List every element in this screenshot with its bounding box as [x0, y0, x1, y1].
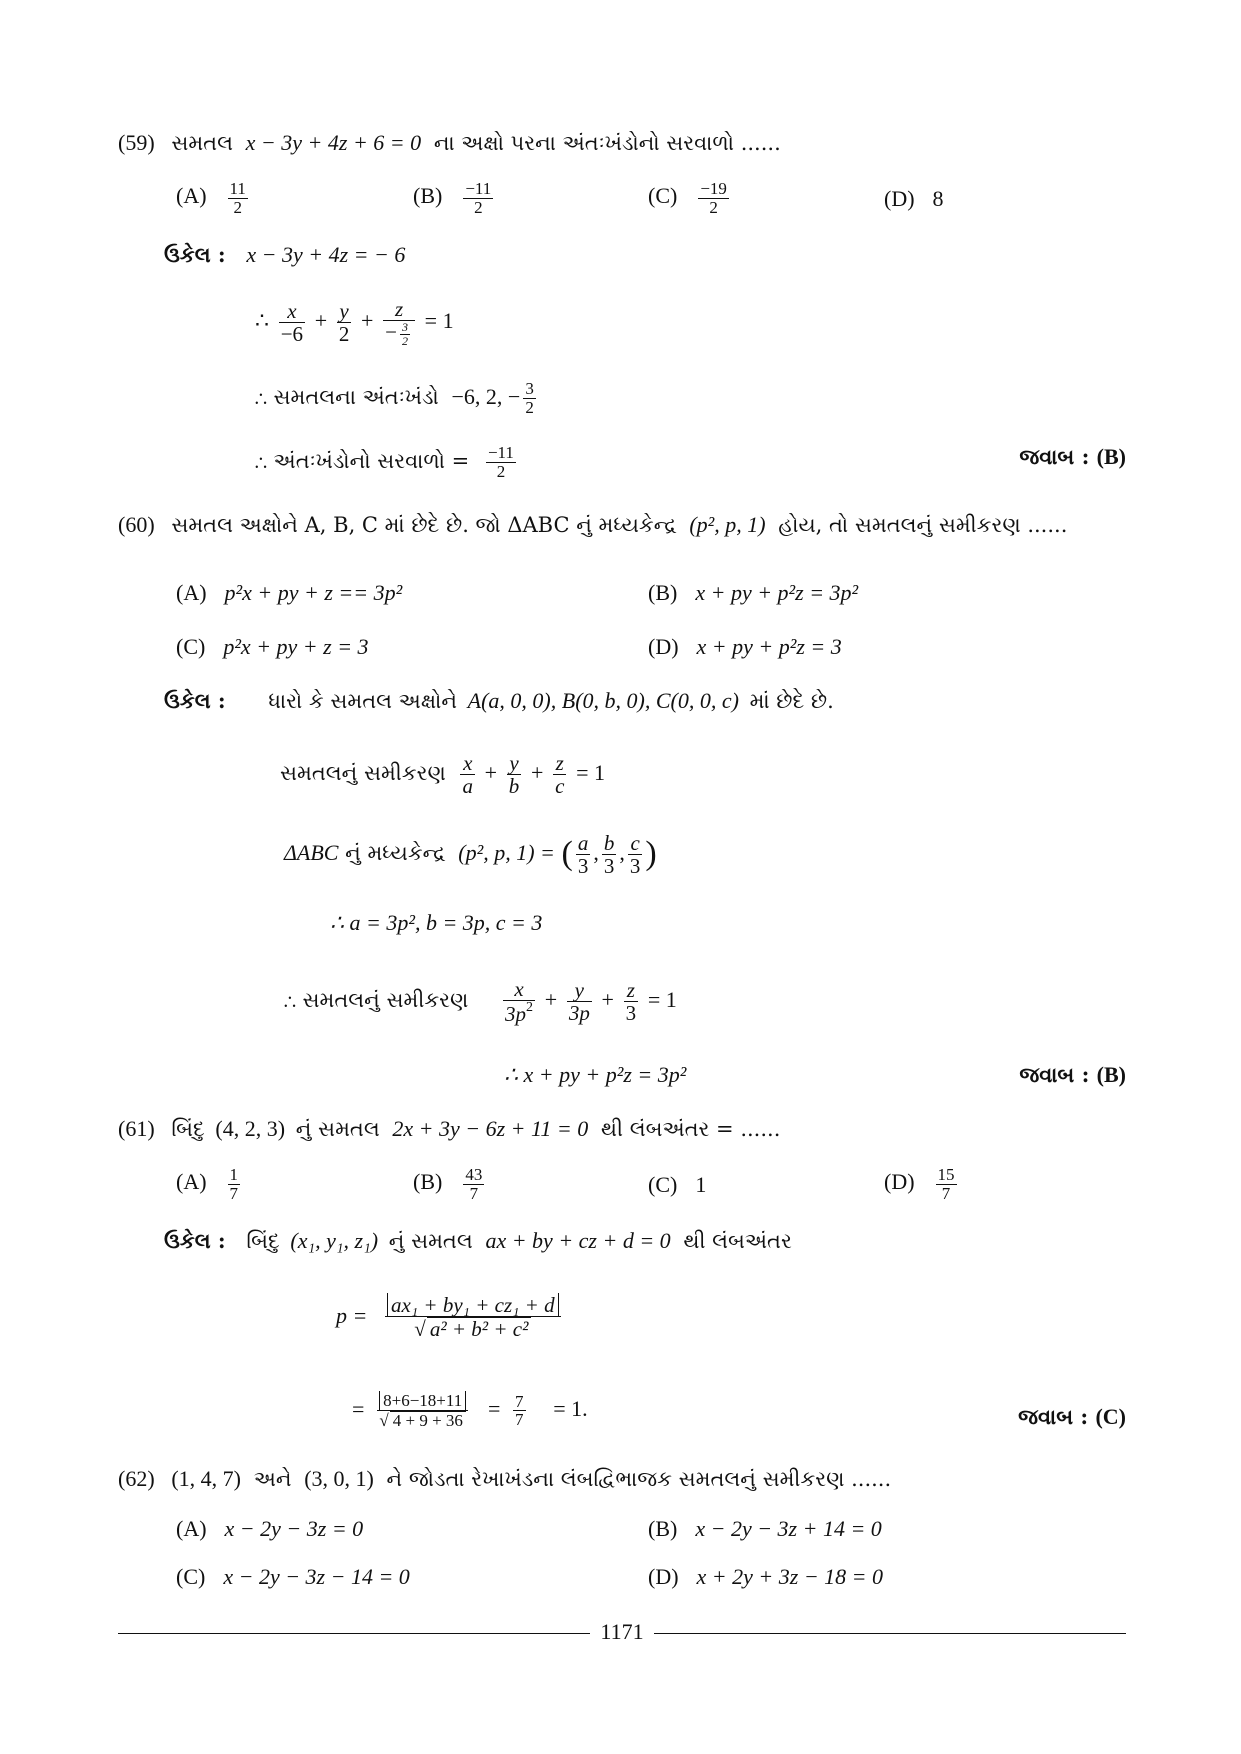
q60-number: (60): [118, 512, 155, 537]
q61-equation: 2x + 3y − 6z + 11 = 0: [392, 1116, 589, 1141]
q60-sol-centroid-label: નું મધ્યકેન્દ્ર: [345, 841, 446, 866]
q61-sol-text-a: બિંદુ: [246, 1229, 280, 1253]
q60-option-a[interactable]: [176, 580, 402, 606]
q61-number: (61): [118, 1116, 155, 1141]
q62-option-c[interactable]: [176, 1564, 410, 1590]
q59-equation: x − 3y + 4z + 6 = 0: [245, 130, 422, 155]
solution-label: ઉકેલ :: [164, 1228, 226, 1253]
footer-rule-right: [654, 1633, 1126, 1634]
q60-sol-plane-label2: ∴ સમતલનું સમીકરણ: [284, 988, 469, 1013]
q59-sol-intercepts-label: ∴ સમતલના અંતઃખંડો: [255, 384, 439, 409]
q59-number: (59): [118, 130, 155, 155]
answer-label: જવાબ :: [1019, 1062, 1090, 1087]
solution-label: ઉકેલ :: [164, 242, 226, 267]
frac-den: 2: [474, 197, 483, 217]
frac-num: 11: [229, 179, 246, 198]
option-label: (A): [176, 183, 207, 209]
option-label: (B): [648, 580, 678, 605]
q61-point: (4, 2, 3): [215, 1116, 286, 1141]
q60-solution-line1: [164, 688, 834, 714]
frac-den: 2: [709, 197, 718, 217]
q62-option-b[interactable]: [648, 1516, 882, 1542]
answer-value: (B): [1096, 444, 1126, 469]
q59-text-after: ના અક્ષો પરના અંતઃખંડોનો સરવાળો ......: [433, 131, 781, 155]
option-label: (D): [648, 1564, 679, 1589]
option-label: (D): [884, 186, 915, 211]
q61-p-denominator: a² + b² + c²: [427, 1317, 532, 1340]
option-value: x − 2y − 3z − 14 = 0: [223, 1564, 410, 1589]
q61-sol-text-b: નું સમતલ: [388, 1229, 473, 1253]
q61-calc-denominator: 4 + 9 + 36: [390, 1411, 466, 1430]
q60-sol-points: A(a, 0, 0), B(0, b, 0), C(0, 0, c): [467, 688, 739, 713]
q61-calc-mid-num: 7: [515, 1391, 524, 1411]
q62-option-a[interactable]: [176, 1516, 363, 1542]
q60-option-b[interactable]: [648, 580, 858, 606]
answer-label: જવાબ :: [1019, 444, 1090, 469]
q60-sol-triangle: ΔABC: [284, 840, 339, 866]
option-label: (A): [176, 1516, 207, 1541]
q61-sol-text-c: થી લંબઅંતર: [683, 1229, 792, 1253]
q59-sol-sum-label: ∴ અંતઃખંડોનો સરવાળો =: [255, 448, 470, 473]
q59-solution-line4: ∴ અંતઃખંડોનો સરવાળો = $\frac{-11}{2}$: [255, 443, 514, 481]
frac-num: 43: [465, 1165, 483, 1184]
q61-calculation: = $\frac{8+6-18+11}{√ 4 + 9 + 36}$ = $\frac{7}{7}$ = 1.: [352, 1391, 588, 1430]
option-label: (B): [413, 183, 443, 209]
q59-option-c[interactable]: [648, 180, 732, 217]
frac-num: 1: [229, 1165, 239, 1184]
q60-option-c[interactable]: [176, 634, 369, 660]
option-value: x + py + p²z = 3: [696, 634, 842, 659]
q62-text-a: અને: [253, 1467, 292, 1491]
option-label: (C): [176, 634, 206, 659]
q62-point2: (3, 0, 1): [304, 1466, 374, 1491]
option-label: (A): [176, 580, 207, 605]
option-label: (D): [884, 1169, 915, 1195]
q61-option-a[interactable]: [176, 1166, 243, 1203]
option-value: x + py + p²z = 3p²: [695, 580, 859, 605]
q61-calc-result: = 1.: [553, 1396, 588, 1422]
q61-p-numerator: ax₁ + by₁ + cz₁ + d: [387, 1293, 559, 1317]
q62-text-b: ને જોડતા રેખાખંડના લંબદ્વિભાજક સમતલનું સમીકરણ ......: [386, 1467, 892, 1491]
q61-solution-line1: [164, 1228, 792, 1254]
q61-text-a: બિંદુ: [171, 1117, 205, 1141]
frac-num: 15: [937, 1165, 955, 1184]
frac-num: −19: [700, 179, 727, 198]
option-value: 8: [932, 186, 944, 211]
q61-distance-formula: p = $\frac{\text{ax₁ + by₁ + cz₁ + d}}{\text{√ a² + b² + c²}}$: [336, 1294, 564, 1340]
frac-den: 7: [469, 1183, 479, 1203]
q59-option-b[interactable]: [413, 180, 496, 217]
answer-value: (C): [1095, 1404, 1126, 1429]
option-label: (B): [648, 1516, 678, 1541]
q60-answer: [1019, 1062, 1126, 1088]
q59-option-d[interactable]: [884, 186, 944, 212]
option-value: x − 2y − 3z = 0: [224, 1516, 364, 1541]
q62-option-d[interactable]: [648, 1564, 883, 1590]
q61-option-c[interactable]: [648, 1172, 706, 1198]
q60-solution-line5: ∴ સમતલનું સમીકરણ $\frac{x}{3p^2}$ + $\frac{y}{3p}$ + $\frac{z}{3}$ = 1: [284, 977, 677, 1027]
q61-question: [118, 1116, 780, 1142]
frac-num: −11: [465, 179, 492, 198]
q61-option-b[interactable]: [413, 1166, 487, 1203]
q60-text: સમતલ અક્ષોને A, B, C માં છેદે છે. જો ΔABC નું મધ્યકેન્દ્ર: [171, 513, 677, 537]
q60-solution-line3: ΔABC નું મધ્યકેન્દ્ર (p², p, 1) = ( $\frac{a}{3}$ , $\frac{b}{3}$ , $\frac{c}{3}$ ): [284, 831, 657, 879]
q59-text-before: સમતલ: [171, 131, 233, 155]
q60-sol-text-b: માં છેદે છે.: [749, 689, 834, 713]
q60-solution-line4: [330, 910, 542, 936]
option-value: p²x + py + z == 3p²: [224, 580, 403, 605]
option-value: 1: [695, 1172, 707, 1197]
q59-solution-line2: ∴ $\frac{x}{-6}$ + $\frac{y}{2}$ + z − $\frac{3}{2}$ = 1: [255, 297, 454, 348]
q61-p-label: p =: [336, 1302, 368, 1328]
q60-point: (p², p, 1): [689, 512, 766, 537]
q60-sol-result: ∴ x + py + p²z = 3p²: [504, 1062, 687, 1087]
q61-text-c: થી લંબઅંતર = ......: [600, 1117, 781, 1141]
option-value: x + 2y + 3z − 18 = 0: [696, 1564, 884, 1589]
q62-question: [118, 1466, 891, 1492]
q60-text-after: હોય, તો સમતલનું સમીકરણ ......: [778, 513, 1068, 537]
option-label: (B): [413, 1169, 443, 1195]
q61-sol-point: (x₁, y₁, z₁): [290, 1228, 379, 1253]
solution-label: ઉકેલ :: [164, 688, 226, 713]
q61-answer: [1018, 1404, 1126, 1430]
option-value: x − 2y − 3z + 14 = 0: [695, 1516, 882, 1541]
q60-solution-line2: સમતલનું સમીકરણ $\frac{x}{a}$ + $\frac{y}{b}$ + $\frac{z}{c}$ = 1: [280, 751, 606, 799]
q60-question: [118, 512, 1067, 538]
q60-sol-text-a: ધારો કે સમતલ અક્ષોને: [268, 689, 457, 713]
q61-text-b: નું સમતલ: [295, 1117, 380, 1141]
q60-sol-abc: ∴ a = 3p², b = 3p, c = 3: [330, 910, 543, 935]
frac-den: 7: [941, 1183, 951, 1203]
footer-rule-left: [118, 1633, 590, 1634]
frac-den: 7: [229, 1183, 239, 1203]
q62-point1: (1, 4, 7): [171, 1466, 241, 1491]
q61-calc-numerator: 8+6−18+11: [379, 1391, 466, 1410]
option-label: (A): [176, 1169, 207, 1195]
q61-sol-equation: ax + by + cz + d = 0: [485, 1228, 671, 1253]
q59-sol-eq: x − 3y + 4z = − 6: [246, 242, 406, 267]
option-label: (C): [648, 1172, 678, 1197]
frac-den: 2: [233, 197, 242, 217]
q59-option-a[interactable]: [176, 180, 251, 217]
q60-sol-centroid: (p², p, 1) =: [458, 840, 555, 866]
q59-question: [118, 130, 781, 156]
q60-sol-plane-label: સમતલનું સમીકરણ: [280, 761, 446, 786]
q60-solution-line6: [504, 1062, 686, 1088]
page-number: 1171: [600, 1619, 644, 1644]
q59-solution-line3: ∴ સમતલના અંતઃખંડો −6, 2, − $\frac{3}{2}$: [255, 379, 534, 417]
q60-option-d[interactable]: [648, 634, 842, 660]
q59-answer: [1019, 444, 1126, 470]
option-label: (D): [648, 634, 679, 659]
q59-solution-line1: [164, 242, 405, 268]
q62-number: (62): [118, 1466, 155, 1491]
answer-label: જવાબ :: [1018, 1404, 1089, 1429]
q59-sol-intercepts: −6, 2, −: [451, 383, 521, 409]
option-value: p²x + py + z = 3: [223, 634, 369, 659]
answer-value: (B): [1096, 1062, 1126, 1087]
q61-option-d[interactable]: [884, 1166, 960, 1203]
option-label: (C): [176, 1564, 206, 1589]
option-label: (C): [648, 183, 678, 209]
